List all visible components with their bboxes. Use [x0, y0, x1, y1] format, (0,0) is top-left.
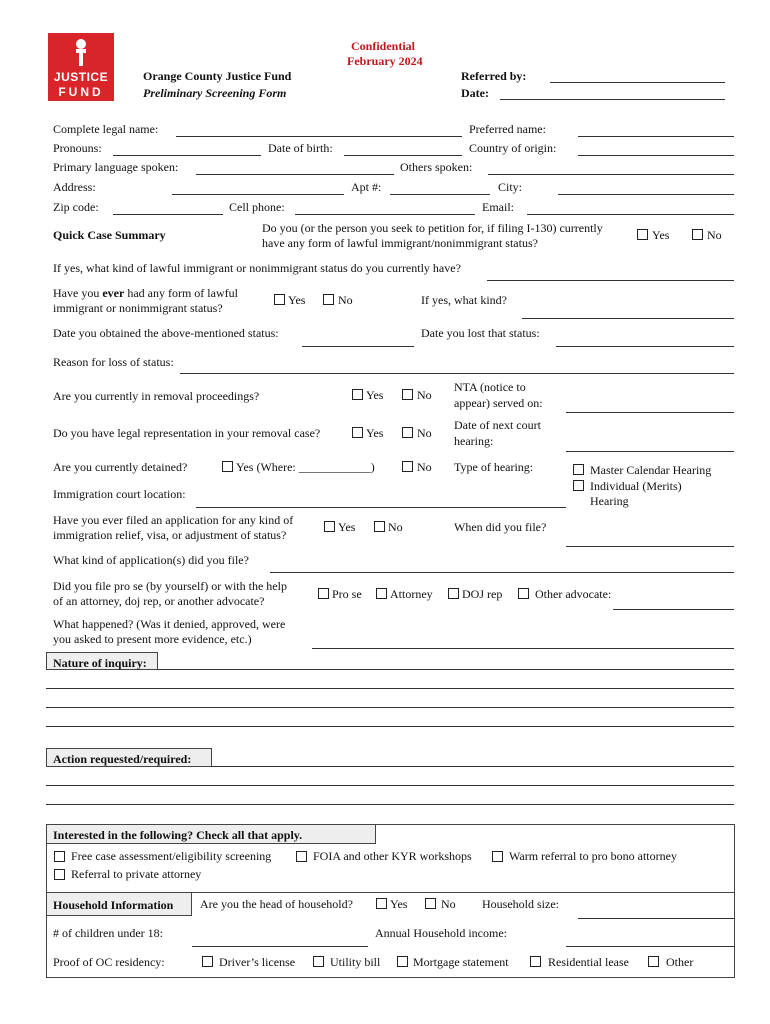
date-lost-field[interactable] [556, 346, 734, 347]
action-requested-heading: Action requested/required: [46, 748, 212, 767]
when-filed-field[interactable] [566, 546, 734, 547]
when-filed-label: When did you file? [454, 520, 547, 534]
what-happened-label-line2: you asked to present more evidence, etc.) [53, 632, 252, 646]
residential-lease-checkbox[interactable] [530, 956, 541, 967]
preferred-name-label: Preferred name: [469, 122, 546, 136]
pronouns-label: Pronouns: [53, 141, 102, 155]
date-field[interactable] [500, 99, 725, 100]
inquiry-line-2[interactable] [46, 688, 734, 689]
other-proof-checkbox[interactable] [648, 956, 659, 967]
org-name: Orange County Justice Fund [143, 69, 292, 83]
app-kind-field[interactable] [270, 572, 734, 573]
interests-heading: Interested in the following? Check all that apply. [46, 824, 376, 844]
filed-application-label-line2: immigration relief, visa, or adjustment of status? [53, 528, 287, 542]
pro-se-option-label: Pro se [332, 587, 362, 601]
legal-rep-label: Do you have legal representation in your removal case? [53, 426, 321, 440]
pronouns-field[interactable] [113, 155, 261, 156]
what-happened-label-line1: What happened? (Was it denied, approved, were [53, 617, 286, 631]
hearing-type-label: Type of hearing: [454, 460, 534, 474]
legal-rep-no-label: No [417, 426, 432, 440]
ever-status-no-label: No [338, 293, 353, 307]
action-line-3[interactable] [46, 804, 734, 805]
ever-status-text-a: Have you [53, 286, 103, 300]
logo-text-justice: JUSTICE [53, 70, 109, 84]
household-size-field[interactable] [578, 918, 734, 919]
cell-label: Cell phone: [229, 200, 285, 214]
nta-label-line2: appear) served on: [454, 396, 543, 410]
quick-case-summary-title: Quick Case Summary [53, 228, 166, 242]
warm-referral-label: Warm referral to pro bono attorney [509, 849, 677, 863]
inquiry-line-3[interactable] [46, 707, 734, 708]
address-field[interactable] [172, 194, 344, 195]
date-lost-label: Date you lost that status: [421, 326, 540, 340]
status-yes-label: Yes [652, 228, 670, 242]
ever-status-label-line2: immigrant or nonimmigrant status? [53, 301, 223, 315]
legal-rep-yes-label: Yes [366, 426, 384, 440]
what-happened-field[interactable] [312, 648, 734, 649]
court-location-field[interactable] [196, 507, 566, 508]
detained-label: Are you currently detained? [53, 460, 188, 474]
email-label: Email: [482, 200, 514, 214]
residential-lease-label: Residential lease [548, 955, 629, 969]
logo-text-fund: FUND [58, 85, 104, 99]
other-proof-label: Other [666, 955, 694, 969]
foia-workshops-label: FOIA and other KYR workshops [313, 849, 472, 863]
ever-status-label-line1 [53, 286, 238, 301]
ever-status-kind-label: If yes, what kind? [421, 293, 507, 307]
ever-status-text-b: ever [102, 286, 125, 300]
free-assessment-checkbox[interactable] [54, 851, 65, 862]
primary-lang-label: Primary language spoken: [53, 160, 179, 174]
cell-field[interactable] [295, 214, 475, 215]
free-assessment-label: Free case assessment/eligibility screening [71, 849, 272, 863]
utility-bill-label: Utility bill [330, 955, 381, 969]
status-no-label: No [707, 228, 722, 242]
detained-no-checkbox[interactable] [402, 461, 413, 472]
detained-yes-where-label: Yes (Where: ____________) [236, 460, 375, 474]
date-label: Date: [461, 86, 489, 100]
referred-by-field[interactable] [550, 82, 725, 83]
next-court-date-field[interactable] [566, 451, 734, 452]
ever-status-kind-field[interactable] [522, 318, 734, 319]
city-field[interactable] [558, 194, 734, 195]
country-field[interactable] [578, 155, 734, 156]
individual-merits-label-line2: Hearing [590, 494, 629, 508]
nta-date-field[interactable] [566, 412, 734, 413]
dob-field[interactable] [344, 155, 462, 156]
city-label: City: [498, 180, 523, 194]
header-date: February 2024 [347, 54, 423, 68]
head-household-yes-label: Yes [390, 897, 408, 911]
drivers-license-label: Driver’s license [219, 955, 296, 969]
primary-lang-field[interactable] [196, 174, 394, 175]
others-spoken-field[interactable] [488, 174, 734, 175]
zip-label: Zip code: [53, 200, 99, 214]
household-size-label: Household size: [482, 897, 559, 911]
dob-label: Date of birth: [268, 141, 333, 155]
date-obtained-field[interactable] [302, 346, 414, 347]
zip-field[interactable] [113, 214, 223, 215]
ever-status-no-checkbox[interactable] [323, 294, 334, 305]
private-attorney-checkbox[interactable] [54, 869, 65, 880]
master-calendar-label: Master Calendar Hearing [590, 463, 712, 477]
confidential-label: Confidential [351, 39, 416, 53]
children-field[interactable] [192, 946, 368, 947]
apt-field[interactable] [390, 194, 490, 195]
nature-of-inquiry-heading: Nature of inquiry: [46, 652, 158, 670]
attorney-checkbox[interactable] [376, 588, 387, 599]
removal-no-label: No [417, 388, 432, 402]
proof-residency-label: Proof of OC residency: [53, 955, 165, 969]
children-label: # of children under 18: [53, 926, 163, 940]
pro-se-checkbox[interactable] [318, 588, 329, 599]
country-label: Country of origin: [469, 141, 557, 155]
master-calendar-checkbox[interactable] [573, 464, 584, 475]
filed-application-label-line1: Have you ever filed an application for any kind of [53, 513, 294, 527]
app-kind-label: What kind of application(s) did you file? [53, 553, 249, 567]
other-advocate-field[interactable] [613, 609, 734, 610]
warm-referral-checkbox[interactable] [492, 851, 503, 862]
head-household-no-checkbox[interactable] [425, 898, 436, 909]
legal-rep-yes-checkbox[interactable] [352, 427, 363, 438]
torch-icon [72, 38, 90, 68]
apt-label: Apt #: [351, 180, 382, 194]
household-heading: Household Information [46, 892, 192, 916]
status-question-line1: Do you (or the person you seek to petition for, if filing I-130) currently [262, 221, 603, 235]
head-household-no-label: No [441, 897, 456, 911]
income-field[interactable] [566, 946, 734, 947]
status-no-checkbox[interactable] [692, 229, 703, 240]
other-advocate-label: Other advocate: [535, 587, 612, 601]
preferred-name-field[interactable] [578, 136, 734, 137]
court-location-label: Immigration court location: [53, 487, 186, 501]
removal-yes-label: Yes [366, 388, 384, 402]
mortgage-statement-label: Mortgage statement [413, 955, 509, 969]
drivers-license-checkbox[interactable] [202, 956, 213, 967]
foia-workshops-checkbox[interactable] [296, 851, 307, 862]
nta-label-line1: NTA (notice to [454, 380, 526, 394]
reason-loss-label: Reason for loss of status: [53, 355, 174, 369]
filed-no-checkbox[interactable] [374, 521, 385, 532]
others-spoken-label: Others spoken: [400, 160, 473, 174]
current-status-kind-field[interactable] [487, 280, 734, 281]
other-advocate-checkbox[interactable] [518, 588, 529, 599]
inquiry-line-1[interactable] [158, 669, 734, 670]
ever-status-text-c: had any form of lawful [124, 286, 238, 300]
action-line-2[interactable] [46, 785, 734, 786]
form-title: Preliminary Screening Form [143, 86, 287, 100]
removal-label: Are you currently in removal proceedings? [53, 389, 260, 403]
income-label: Annual Household income: [375, 926, 507, 940]
ever-status-yes-label: Yes [288, 293, 306, 307]
filed-yes-label: Yes [338, 520, 356, 534]
pro-se-label-line1: Did you file pro se (by yourself) or with the help [53, 579, 287, 593]
action-line-1[interactable] [212, 766, 734, 767]
removal-no-checkbox[interactable] [402, 389, 413, 400]
detained-no-label: No [417, 460, 432, 474]
doj-rep-option-label: DOJ rep [462, 587, 503, 601]
referred-by-label: Referred by: [461, 69, 527, 83]
individual-merits-checkbox[interactable] [573, 480, 584, 491]
removal-yes-checkbox[interactable] [352, 389, 363, 400]
head-household-label: Are you the head of household? [200, 897, 353, 911]
next-court-label-line2: hearing: [454, 434, 494, 448]
current-status-kind-label: If yes, what kind of lawful immigrant or nonimmigrant status do you currently have? [53, 261, 461, 275]
legal-name-field[interactable] [176, 136, 462, 137]
legal-name-label: Complete legal name: [53, 122, 159, 136]
head-household-yes-checkbox[interactable] [376, 898, 387, 909]
mortgage-statement-checkbox[interactable] [397, 956, 408, 967]
status-question-line2: have any form of lawful immigrant/nonimmigrant status? [262, 236, 538, 250]
private-attorney-label: Referral to private attorney [71, 867, 202, 881]
status-yes-checkbox[interactable] [637, 229, 648, 240]
filed-no-label: No [388, 520, 403, 534]
address-label: Address: [53, 180, 96, 194]
pro-se-label-line2: of an attorney, doj rep, or another advocate? [53, 594, 265, 608]
date-obtained-label: Date you obtained the above-mentioned status: [53, 326, 279, 340]
doj-rep-checkbox[interactable] [448, 588, 459, 599]
ever-status-yes-checkbox[interactable] [274, 294, 285, 305]
reason-loss-field[interactable] [180, 373, 734, 374]
email-field[interactable] [527, 214, 734, 215]
attorney-option-label: Attorney [390, 587, 433, 601]
individual-merits-label-line1: Individual (Merits) [590, 479, 682, 493]
justice-fund-logo [48, 33, 114, 101]
utility-bill-checkbox[interactable] [313, 956, 324, 967]
legal-rep-no-checkbox[interactable] [402, 427, 413, 438]
next-court-label-line1: Date of next court [454, 418, 541, 432]
detained-yes-checkbox[interactable] [222, 461, 233, 472]
filed-yes-checkbox[interactable] [324, 521, 335, 532]
inquiry-line-4[interactable] [46, 726, 734, 727]
